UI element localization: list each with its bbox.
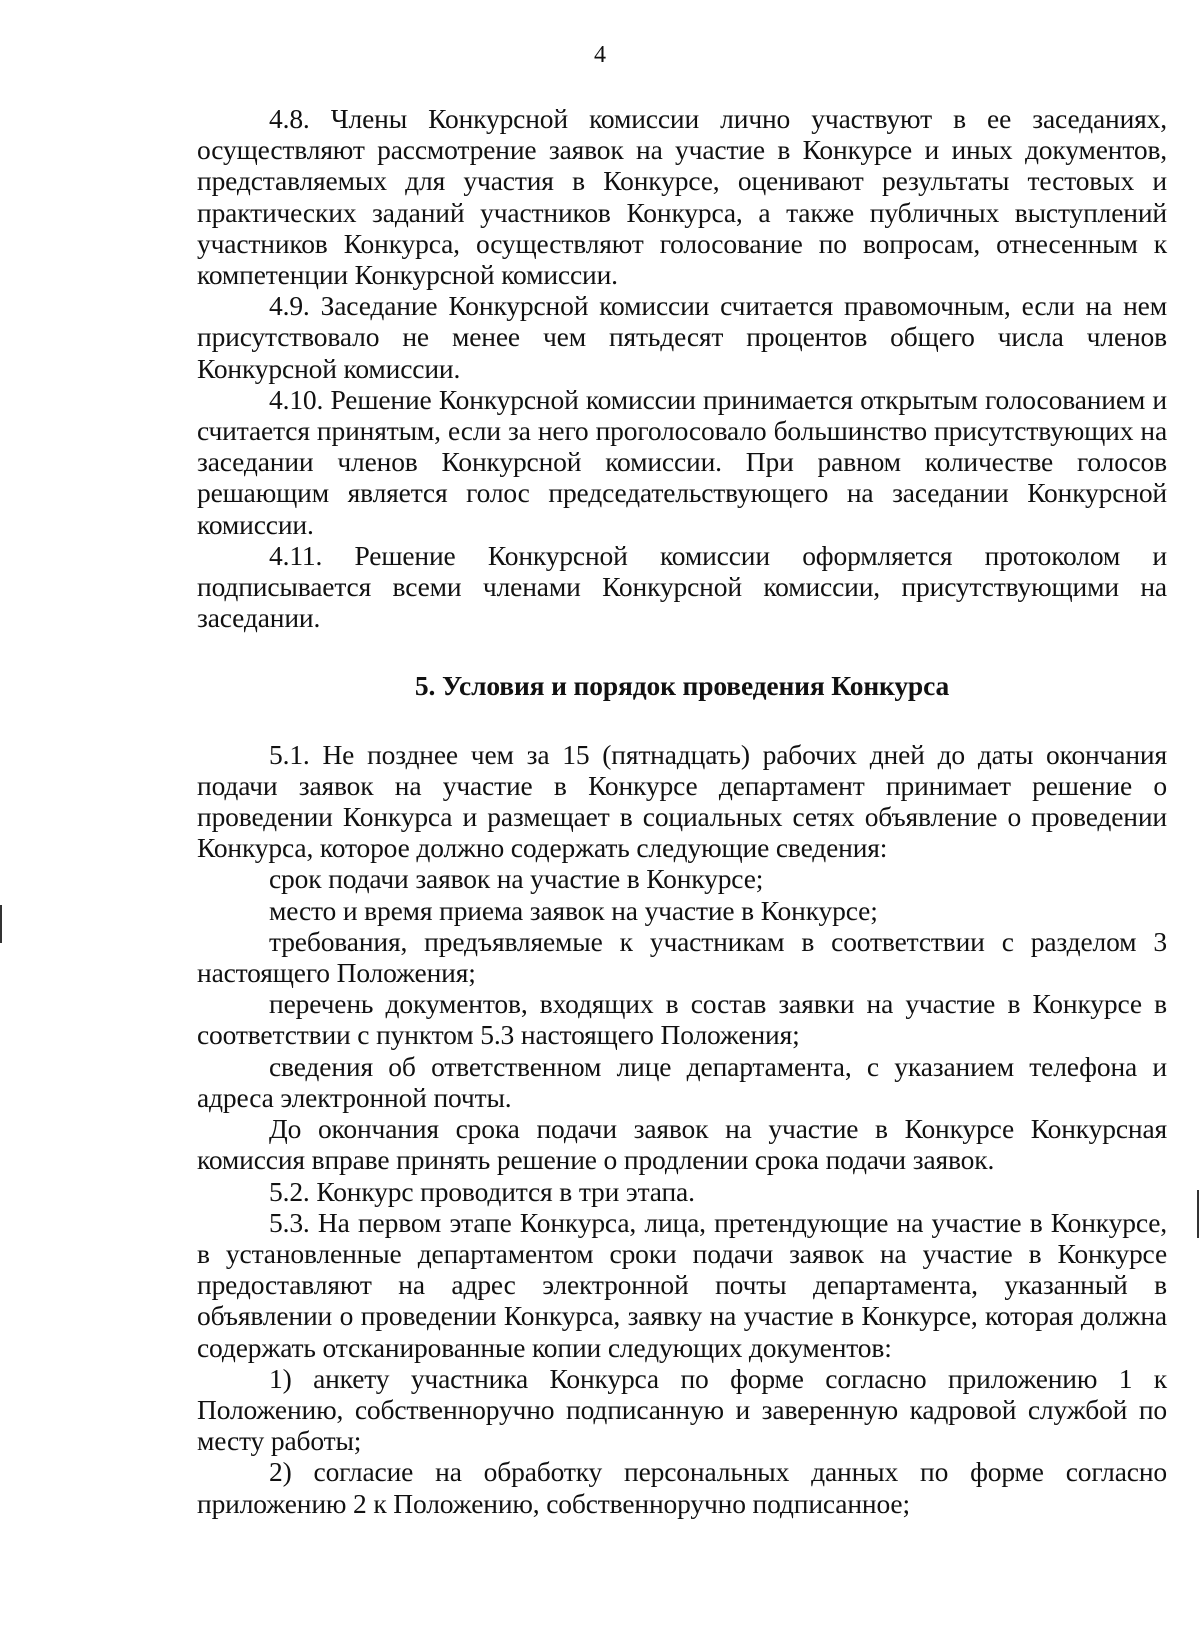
paragraph-4-11: 4.11. Решение Конкурсной комиссии оформляется протоколом и подписывается всеми членами Конкурсной комиссии, присутствующими на заседании. [197, 539, 1167, 634]
list-item: место и время приема заявок на участие в Конкурсе; [269, 894, 878, 926]
paragraph-4-8: 4.8. Члены Конкурсной комиссии лично участвуют в ее заседаниях, осуществляют рассмотрение заявок на участие в Конкурсе и иных документов, представляемых для участия в Конкурсе, оценивают результаты тестовых и практических заданий участников Конкурса, а также публичных выступлений участников Конкурса, осуществляют голосование по вопросам, отнесенным к компетенции Конкурсной комиссии. [197, 103, 1167, 291]
list-item: 1) анкету участника Конкурса по форме согласно приложению 1 к Положению, собственноручно подписанную и заверенную кадровой службой по месту работы; [197, 1362, 1167, 1457]
section-heading: 5. Условия и порядок проведения Конкурса [414, 670, 950, 702]
paragraph-4-9: 4.9. Заседание Конкурсной комиссии считается правомочным, если на нем присутствовало не менее чем пятьдесят процентов общего числа членов Конкурсной комиссии. [197, 290, 1167, 384]
page-number: 4 [594, 42, 606, 68]
scan-edge-mark-left [0, 905, 2, 943]
paragraph-4-10: 4.10. Решение Конкурсной комиссии принимается открытым голосованием и считается принятым, если за него проголосовало большинство присутствующих на заседании членов Конкурсной комиссии. При равном количестве голосов решающим является голос председательствующего на заседании Конкурсной комиссии. [197, 383, 1167, 540]
paragraph-extension: До окончания срока подачи заявок на участие в Конкурсе Конкурсная комиссия вправе принять решение о продлении срока подачи заявок. [197, 1113, 1167, 1176]
list-item: срок подачи заявок на участие в Конкурсе; [269, 863, 764, 895]
paragraph-5-1: 5.1. Не позднее чем за 15 (пятнадцать) рабочих дней до даты окончания подачи заявок на участие в Конкурсе департамент принимает решение о проведении Конкурса и размещает в социальных сетях объявление о проведении Конкурса, которое должно содержать следующие сведения: [197, 738, 1167, 864]
list-item: перечень документов, входящих в состав заявки на участие в Конкурсе в соответствии с пунктом 5.3 настоящего Положения; [197, 988, 1167, 1051]
document-body [197, 103, 1167, 1519]
list-item: 2) согласие на обработку персональных данных по форме согласно приложению 2 к Положению, собственноручно подписанное; [197, 1456, 1167, 1519]
scan-edge-mark-right [1197, 1190, 1199, 1238]
list-item: сведения об ответственном лице департамента, с указанием телефона и адреса электронной почты. [197, 1050, 1167, 1113]
list-item: требования, предъявляемые к участникам в соответствии с разделом 3 настоящего Положения; [197, 925, 1167, 989]
paragraph-5-3: 5.3. На первом этапе Конкурса, лица, претендующие на участие в Конкурсе, в установленные департаментом сроки подачи заявок на участие в Конкурсе предоставляют на адрес электронной почты департамента, указанный в объявлении о проведении Конкурса, заявку на участие в Конкурсе, которая должна содержать отсканированные копии следующих документов: [197, 1206, 1167, 1363]
paragraph-5-2: 5.2. Конкурс проводится в три этапа. [269, 1175, 695, 1207]
